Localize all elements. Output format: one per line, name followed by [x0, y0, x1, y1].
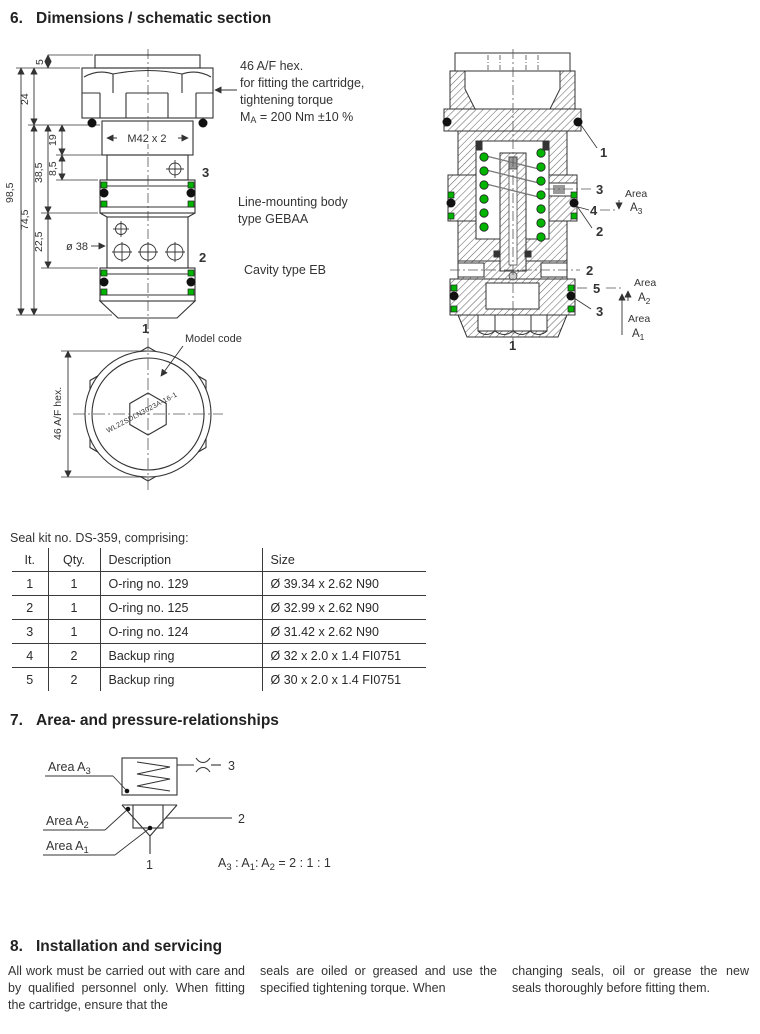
item1-label: 1 [600, 145, 608, 160]
table-row: 5 2 Backup ring Ø 30 x 2.0 x 1.4 FI0751 [12, 668, 426, 692]
seat-ring-left [476, 141, 482, 150]
area-a1-label: Area $A_1$ [46, 839, 89, 856]
body-note-line2: type GEBAA [238, 212, 309, 226]
item2b-label: 2 [586, 263, 594, 278]
cross-section-drawing [420, 45, 760, 355]
item5-label: 5 [593, 281, 601, 296]
symbol-diagram [40, 750, 440, 885]
dim-38-5: 38,5 [33, 162, 45, 183]
hex-note-line2: for fitting the cartridge, [240, 76, 365, 90]
dim-24: 24 [19, 93, 31, 105]
table-header-row [12, 548, 426, 572]
model-code-label: Model code [185, 333, 242, 345]
section8-heading [10, 938, 222, 956]
area-ratio-formula: $A_3$ : $A_1$: $A_2 = 2$ : 1 : 1 [218, 856, 331, 873]
section7-title: Area- and pressure-relationships [36, 712, 279, 729]
dia38-label: ø 38 [65, 241, 88, 253]
hex-note-line3: tightening torque [240, 93, 334, 107]
installation-col1: All work must be carried out with care and by qualified personnel only. When fitting the cartridge, ensure that the [8, 964, 245, 1012]
cs-port1-label: 1 [509, 338, 517, 353]
section7-heading [10, 712, 279, 730]
table-row: 4 2 Backup ring Ø 32 x 2.0 x 1.4 FI0751 [12, 644, 426, 668]
section8-number: 8. [10, 938, 23, 955]
section6-number: 6. [10, 10, 23, 27]
thread-dim-label: M42 x 2 [127, 133, 167, 145]
section7-number: 7. [10, 712, 23, 729]
afdim-label: 46 A/F hex. [52, 386, 64, 440]
area1-word: Area [628, 313, 651, 325]
adjust-cap [455, 53, 570, 71]
body-note [238, 194, 348, 228]
area2-word: Area [634, 277, 657, 289]
cavity-note: Cavity type EB [244, 263, 326, 277]
port3-section [107, 155, 188, 180]
seal-kit-table [12, 548, 426, 691]
col-description: Description [100, 548, 262, 572]
backup-rings-green [101, 182, 194, 295]
area-a3-label: Area $A_3$ [48, 760, 91, 777]
item2a-label: 2 [596, 224, 604, 239]
symbol-check-box [133, 805, 163, 828]
body-cross-holes [112, 221, 185, 262]
upper-seal-groove [100, 180, 195, 213]
port1-label: 1 [142, 321, 150, 336]
dim-22-5: 22,5 [33, 231, 45, 252]
port3-hole [166, 160, 184, 178]
dim-5: 5 [34, 59, 46, 65]
crosshair-centerlines [73, 338, 223, 490]
dim-8-5: 8,5 [47, 161, 59, 176]
item3a-label: 3 [596, 182, 604, 197]
symbol-port1-label: 1 [146, 858, 153, 872]
installation-col3: changing seals, oil or grease the new seals thoroughly before fitting them. [512, 964, 749, 995]
stem-seal-left [494, 251, 500, 257]
dim-19: 19 [47, 134, 59, 146]
hex-castellation [82, 93, 213, 118]
table-row: 3 1 O-ring no. 124 Ø 31.42 x 2.62 N90 [12, 620, 426, 644]
symbol-spring [137, 762, 170, 791]
hex-facet-arcs [84, 71, 211, 78]
top-cap [95, 55, 200, 68]
col-size: Size [262, 548, 426, 572]
seal-kit-title: Seal kit no. DS-359, comprising: [10, 531, 189, 545]
table-row: 2 1 O-ring no. 125 Ø 32.99 x 2.62 N90 [12, 596, 426, 620]
area-arrows [619, 200, 628, 335]
area1-symbol: $A_1$ [632, 328, 645, 342]
hex-note-line1: 46 A/F hex. [240, 59, 304, 73]
dim-98-5: 98,5 [4, 182, 16, 203]
model-code-text: WL22SDLN3023A-16-1 [105, 391, 179, 435]
item4-label: 4 [590, 203, 598, 218]
symbol-port2-label: 2 [238, 812, 245, 826]
col-item: It. [12, 548, 48, 572]
lower-seal-groove [100, 268, 195, 301]
port2-label: 2 [199, 250, 207, 265]
area3-word: Area [625, 188, 648, 200]
section6-heading [10, 10, 271, 28]
bottom-view-drawing [28, 330, 313, 495]
area-a2-label: Area $A_2$ [46, 814, 89, 831]
area2-symbol: $A_2$ [638, 292, 651, 306]
body-note-line1: Line-mounting body [238, 195, 348, 209]
port3-label: 3 [202, 165, 210, 180]
hex-note [240, 58, 364, 129]
installation-text [8, 963, 749, 1014]
symbol-port3-label: 3 [228, 759, 235, 773]
table-row: 1 1 O-ring no. 129 Ø 39.34 x 2.62 N90 [12, 572, 426, 596]
col-qty: Qty. [48, 548, 100, 572]
hex-note-line4: MA = 200 Nm ±10 % [240, 110, 354, 125]
seat-ring-right [543, 141, 549, 150]
dim-74-5: 74,5 [19, 209, 31, 230]
section8-title: Installation and servicing [36, 938, 223, 955]
installation-col2: seals are oiled or greased and use the specified tightening torque. When [260, 964, 497, 995]
port3-channel-plug [553, 185, 565, 194]
orifice-icon [196, 758, 210, 772]
bottom-taper [100, 301, 195, 318]
item3b-label: 3 [596, 304, 604, 319]
stem-seal-right [525, 251, 531, 257]
area3-symbol: $A_3$ [630, 202, 643, 216]
section6-title: Dimensions / schematic section [36, 10, 272, 27]
